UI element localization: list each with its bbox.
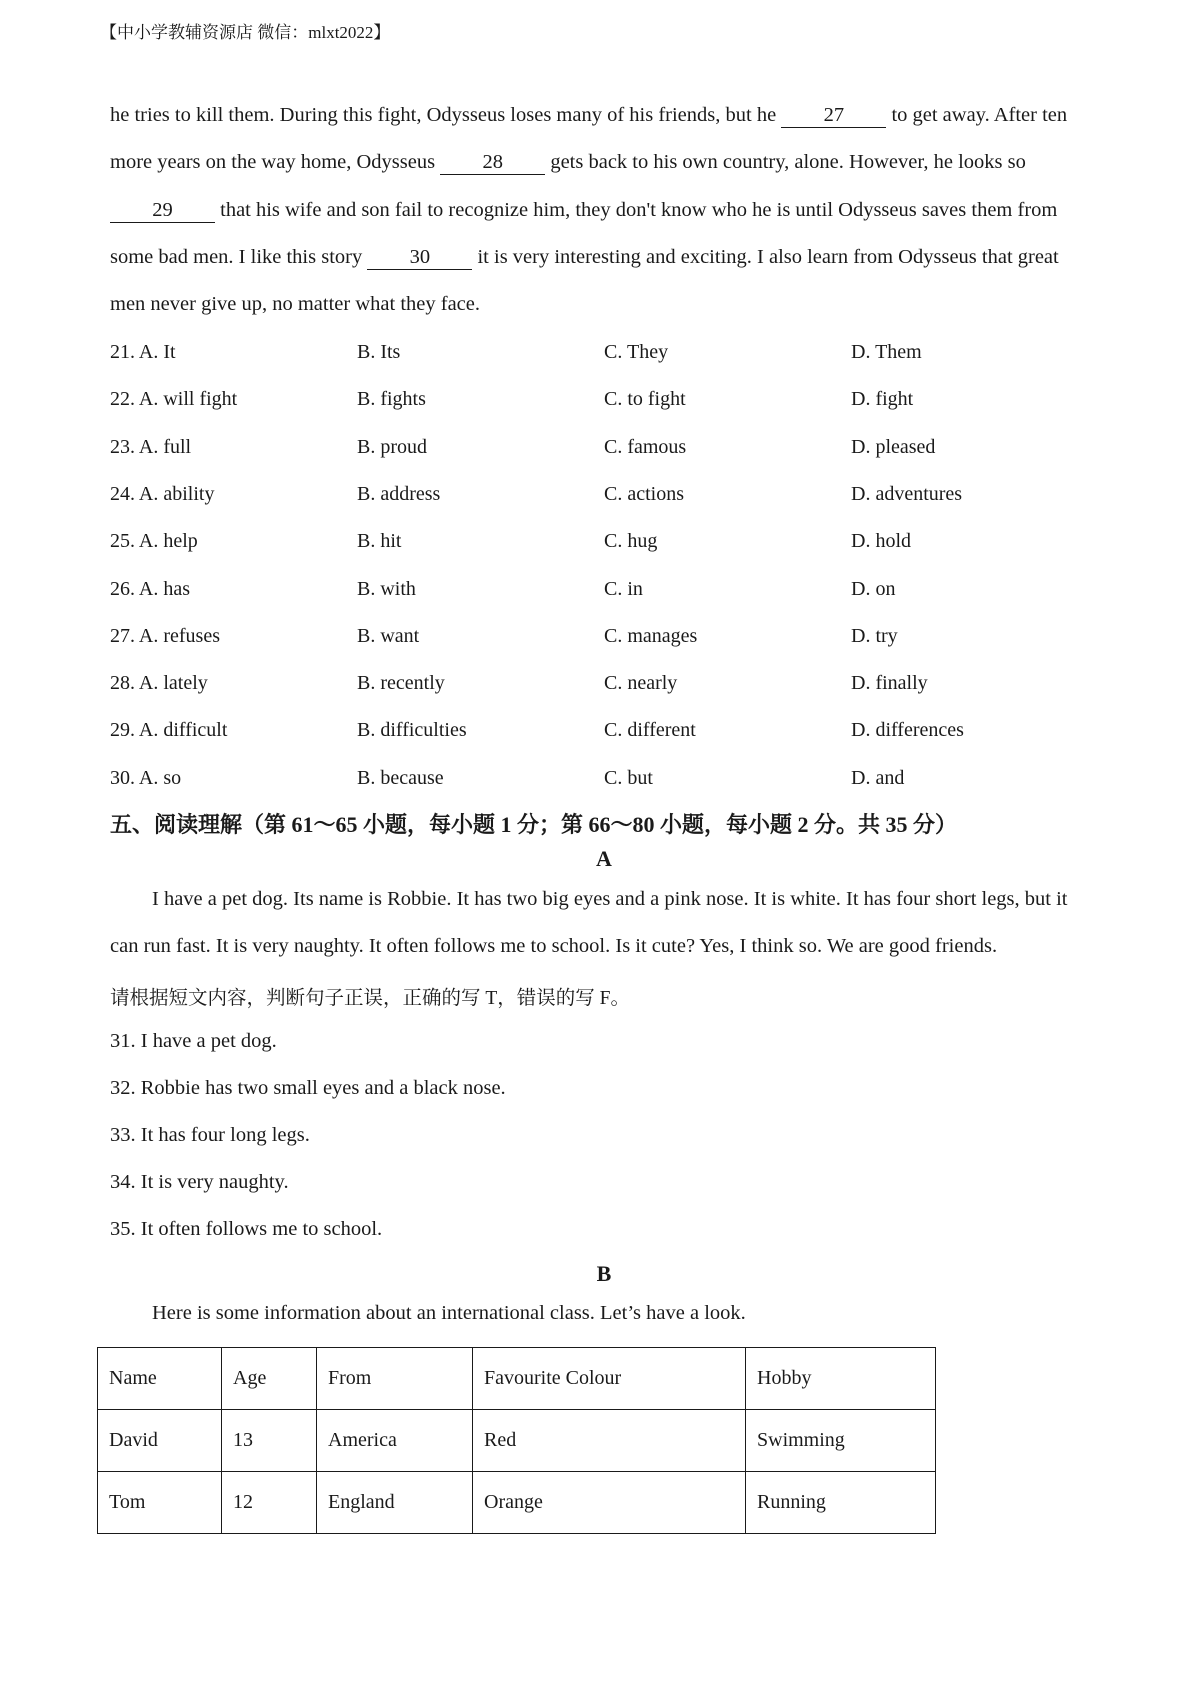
table-cell: Red	[473, 1410, 746, 1472]
blank-30: 30	[367, 247, 472, 270]
option-26-B: B. with	[357, 577, 416, 600]
question-33: 33. It has four long legs.	[110, 1124, 310, 1146]
table-header-row	[98, 1348, 936, 1410]
question-32: 32. Robbie has two small eyes and a black nose.	[110, 1077, 506, 1099]
passage-line-4	[110, 246, 1059, 270]
passage-text: gets back to his own country, alone. However, he looks so	[545, 151, 1026, 173]
section-title: 五、阅读理解（第 61～65 小题，每小题 1 分；第 66～80 小题，每小题 2 分。共 35 分）	[110, 812, 958, 837]
option-23-B: B. proud	[357, 435, 427, 458]
option-28-D: D. finally	[851, 672, 928, 695]
option-21-D: D. Them	[851, 341, 922, 363]
option-24-C: C. actions	[604, 482, 684, 505]
table-header-cell: From	[317, 1348, 473, 1410]
option-21-A: 21. A. It	[110, 341, 176, 363]
option-21-B: B. Its	[357, 341, 401, 363]
question-34: 34. It is very naughty.	[110, 1171, 289, 1193]
question-31: 31. I have a pet dog.	[110, 1030, 277, 1052]
option-26-C: C. in	[604, 577, 643, 600]
table-header-cell: Favourite Colour	[473, 1348, 746, 1410]
option-22-C: C. to fight	[604, 388, 686, 411]
part-a-text-line-1: I have a pet dog. Its name is Robbie. It has two big eyes and a pink nose. It is white. It has four short legs, but it	[152, 888, 1068, 910]
option-25-C: C. hug	[604, 530, 658, 553]
option-22-D: D. fight	[851, 388, 914, 411]
passage-text: it is very interesting and exciting. I also learn from Odysseus that great	[472, 246, 1059, 268]
part-b-intro: Here is some information about an international class. Let’s have a look.	[152, 1302, 746, 1324]
option-30-A: 30. A. so	[110, 766, 182, 789]
part-b-label: B	[596, 1261, 612, 1286]
option-26-A: 26. A. has	[110, 577, 190, 600]
table-cell: 13	[222, 1410, 317, 1472]
table-cell: America	[317, 1410, 473, 1472]
part-a-label: A	[596, 846, 612, 871]
option-29-B: B. difficulties	[357, 719, 467, 742]
option-28-A: 28. A. lately	[110, 672, 208, 695]
option-25-B: B. hit	[357, 530, 402, 553]
option-30-D: D. and	[851, 766, 905, 789]
option-29-C: C. different	[604, 719, 696, 742]
option-24-A: 24. A. ability	[110, 482, 215, 505]
passage-line-2	[110, 151, 1026, 175]
option-24-B: B. address	[357, 482, 441, 505]
option-27-C: C. manages	[604, 624, 698, 647]
option-23-C: C. famous	[604, 435, 687, 458]
option-30-C: C. but	[604, 766, 653, 789]
table-row	[98, 1410, 936, 1472]
table-cell: Tom	[98, 1472, 222, 1534]
passage-line-1	[110, 104, 1067, 128]
option-27-D: D. try	[851, 624, 898, 647]
table-cell: 12	[222, 1472, 317, 1534]
option-27-A: 27. A. refuses	[110, 624, 220, 647]
passage-text: more years on the way home, Odysseus	[110, 151, 441, 173]
passage-text: to get away. After ten	[886, 104, 1068, 126]
header-watermark: 【中小学教辅资源店 微信：mlxt2022】	[100, 23, 391, 42]
part-a-instruction: 请根据短文内容，判断句子正误，正确的写 T，错误的写 F。	[110, 988, 631, 1009]
class-info-table	[97, 1347, 936, 1534]
option-25-D: D. hold	[851, 530, 911, 553]
option-25-A: 25. A. help	[110, 530, 198, 553]
table-header-cell: Hobby	[746, 1348, 936, 1410]
table-header-cell: Age	[222, 1348, 317, 1410]
option-23-A: 23. A. full	[110, 435, 192, 458]
option-28-B: B. recently	[357, 672, 445, 695]
table-cell: David	[98, 1410, 222, 1472]
table-header-cell: Name	[98, 1348, 222, 1410]
blank-29: 29	[110, 200, 215, 223]
table-cell: Orange	[473, 1472, 746, 1534]
passage-text: some bad men. I like this story	[110, 246, 368, 268]
table-cell: Running	[746, 1472, 936, 1534]
option-28-C: C. nearly	[604, 672, 678, 695]
blank-28: 28	[440, 152, 545, 175]
option-22-B: B. fights	[357, 388, 426, 411]
option-22-A: 22. A. will fight	[110, 388, 238, 411]
table-cell: England	[317, 1472, 473, 1534]
option-29-A: 29. A. difficult	[110, 719, 228, 742]
option-24-D: D. adventures	[851, 482, 963, 505]
part-a-text-line-2: can run fast. It is very naughty. It often follows me to school. Is it cute? Yes, I think so. We are good friends.	[110, 935, 998, 957]
option-27-B: B. want	[357, 624, 420, 647]
option-23-D: D. pleased	[851, 435, 936, 458]
option-26-D: D. on	[851, 577, 896, 600]
option-21-C: C. They	[604, 341, 669, 363]
passage-line-5: men never give up, no matter what they face.	[110, 293, 480, 315]
passage-text: that his wife and son fail to recognize him, they don't know who he is until Odysseus saves them from	[215, 199, 1058, 221]
question-35: 35. It often follows me to school.	[110, 1218, 383, 1240]
option-29-D: D. differences	[851, 719, 964, 742]
table-row	[98, 1472, 936, 1534]
option-30-B: B. because	[357, 766, 444, 789]
passage-text: he tries to kill them. During this fight, Odysseus loses many of his friends, but he	[110, 104, 782, 126]
passage-line-3	[110, 199, 1057, 223]
blank-27: 27	[781, 105, 886, 128]
table-cell: Swimming	[746, 1410, 936, 1472]
